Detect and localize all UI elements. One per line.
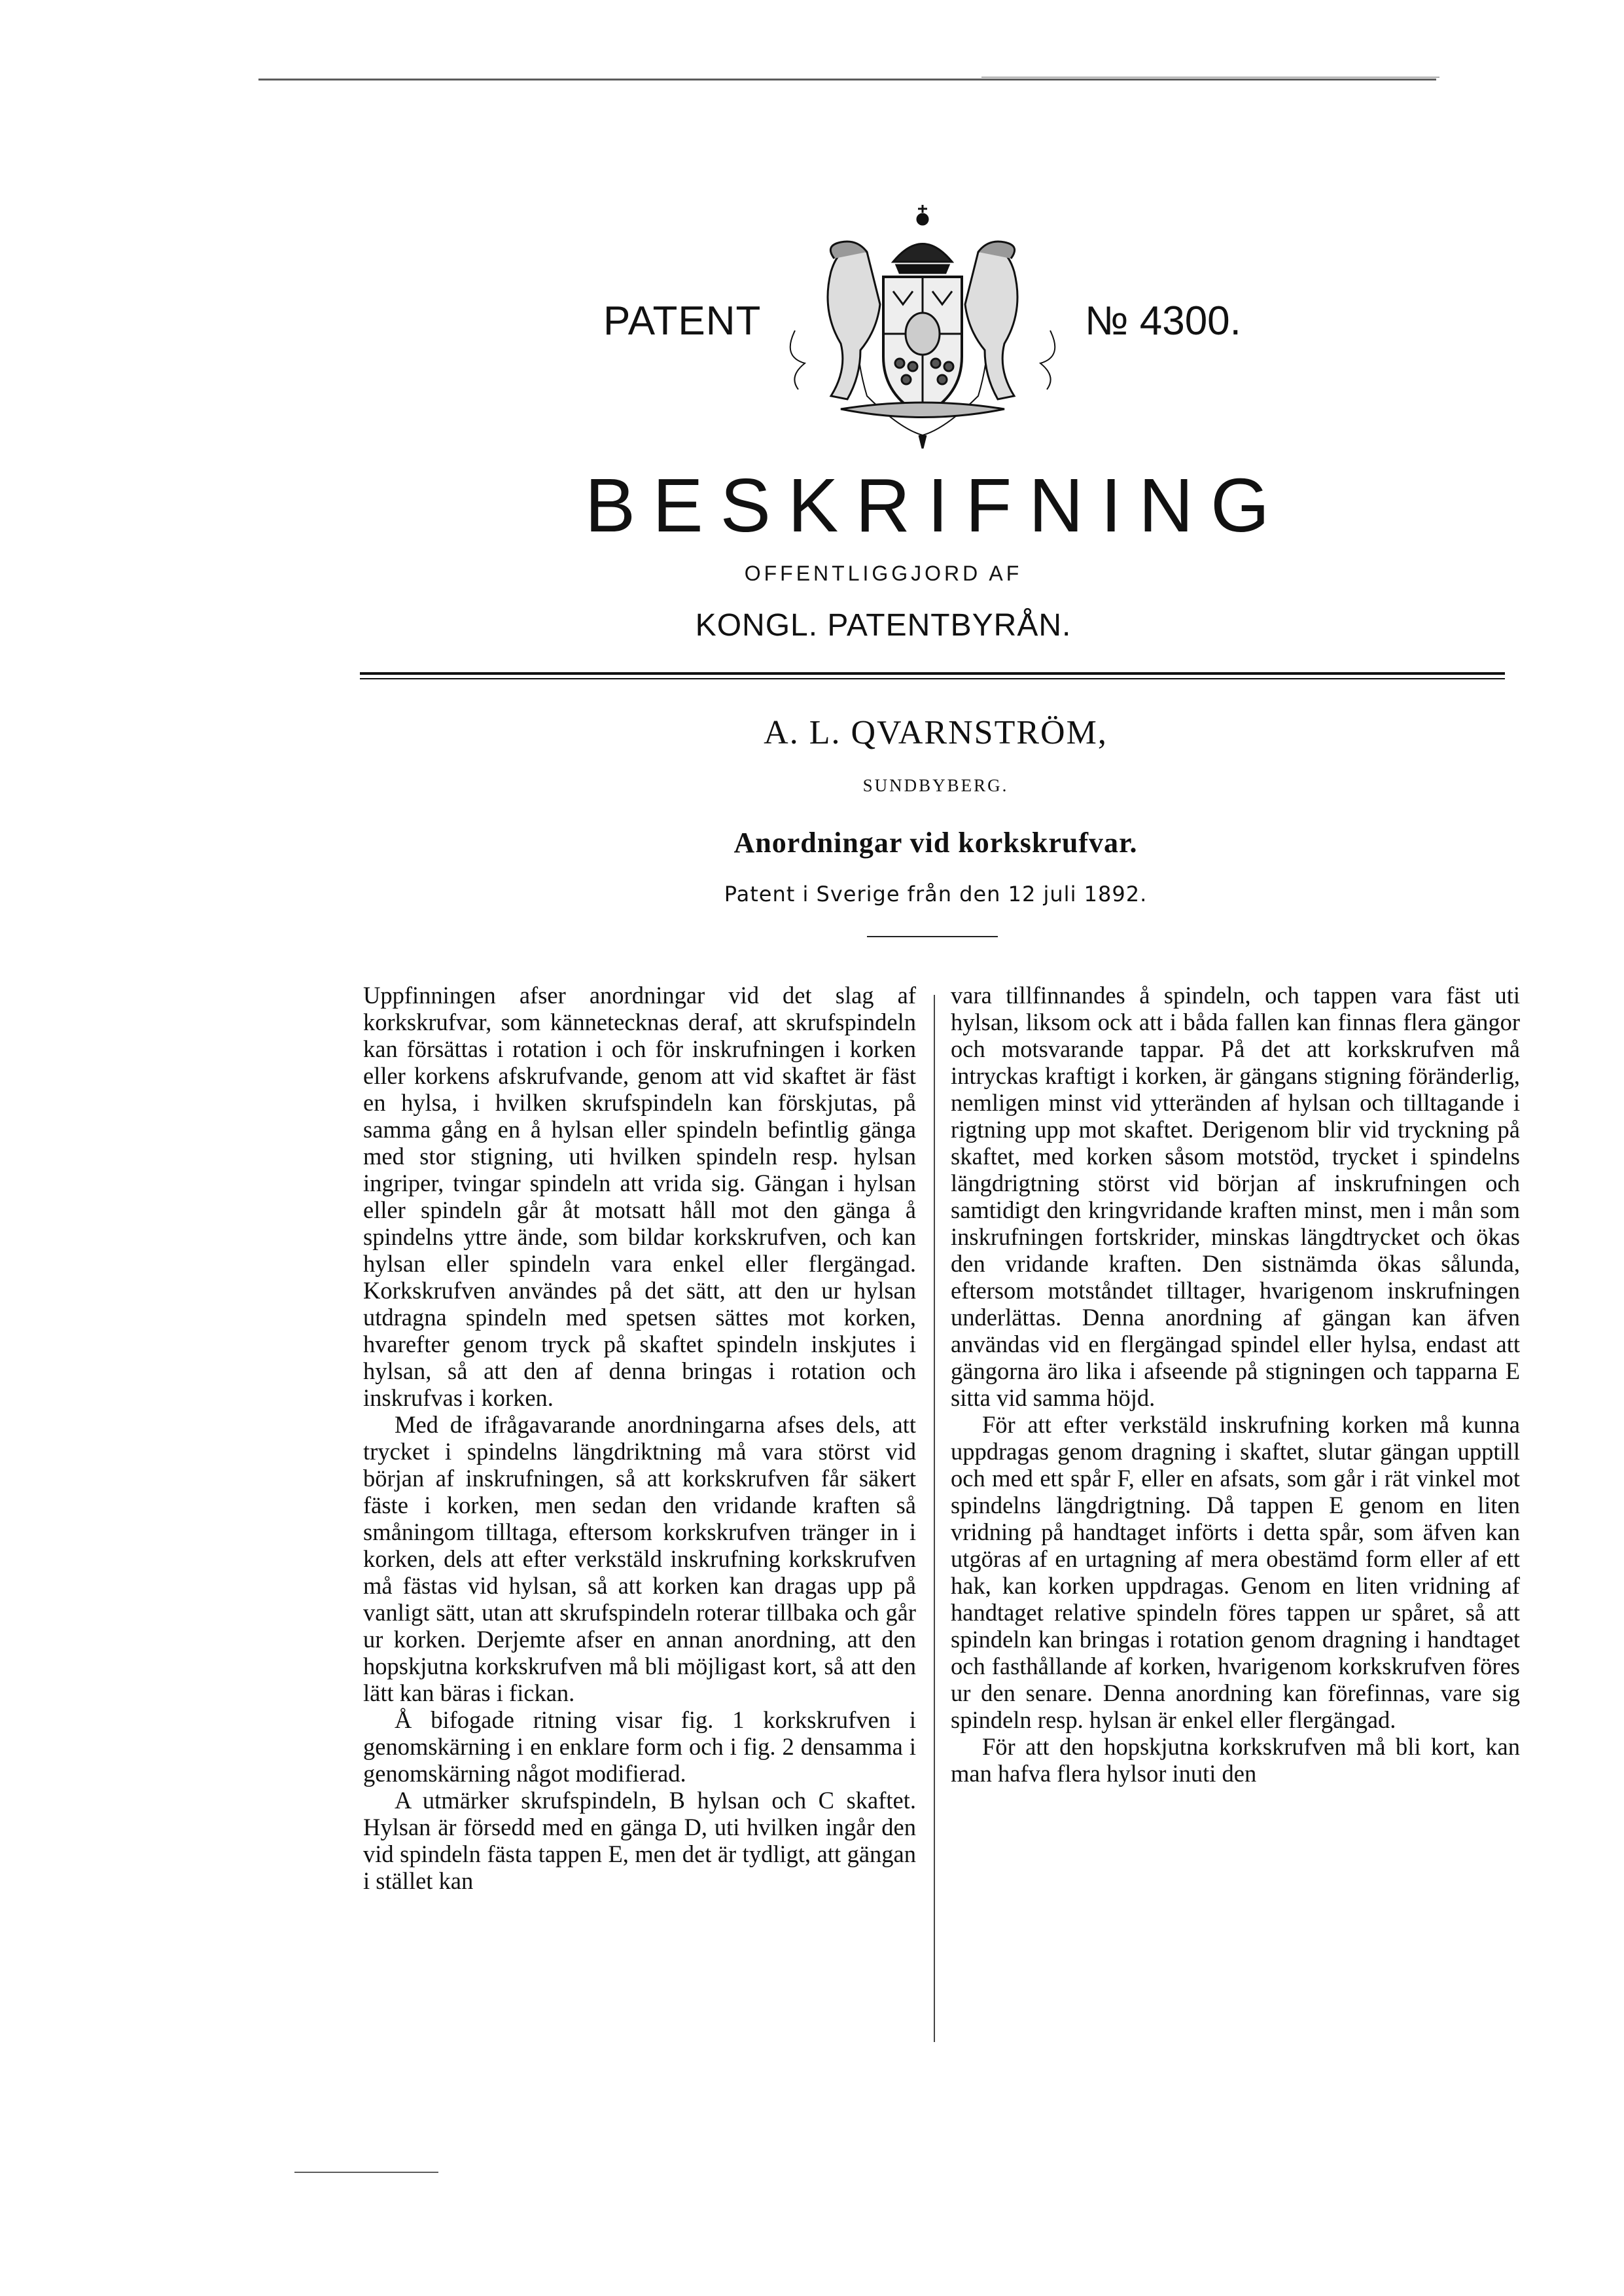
paragraph: vara tillfinnandes å spindeln, och tappen vara fäst uti hylsan, liksom ock att i båda fallen kan finnas flera gängor och motsvarande tappar. På det att korkskrufven må intryckas kraftigt i korken, är gängans stigning föränderlig, nemligen minst vid ytteränden af hylsan och tilltagande i rigtning upp mot skaftet. Derigenom blir vid tryckning på skaftet, med korken såsom motstöd, trycket i spindelns längdrigtning störst vid början af inskrufningen och samtidigt den kringvridande kraften minst, men i mån som inskrufningen fortskrider, minskas längdtrycket och ökas den vridande kraften. Den sistnämda ökas sålunda, eftersom motståndet tilltager, hvarigenom inskrufningen underlättas. Denna anordning af gängan kan äfven användas vid en flergängad spindel eller hylsa, endast att gängorna äro lika i afseende på stigningen och tapparna E sitta vid samma höjd.: [951, 982, 1520, 1411]
paragraph: För att efter verkstäld inskrufning korken må kunna uppdragas genom dragning i skaftet, slutar gängan upptill och med ett spår F, eller en afsats, som går i rät vinkel mot spindelns längdrigtning. Då tappen E genom en liten vridning på handtaget införts i detta spår, som äfven kan utgöras af en urtagning af mera obestämd form eller af ett hak, kan korken uppdragas. Genom en liten vridning af handtaget relative spindeln föres tappen ur spåret, så att spindeln kan bringas i rotation genom dragning i handtaget och fasthållande af korken, hvarigenom korkskrufven föres ur den senare. Denna anordning kan förefinnas, vare sig spindeln resp. hylsan är enkel eller flergängad.: [951, 1411, 1520, 1733]
subtitle-authority: KONGL. PATENTBYRÅN.: [695, 608, 1072, 643]
top-rule-secondary: [981, 77, 1439, 78]
body-left-column: [363, 982, 916, 1894]
column-divider: [934, 995, 935, 2042]
footer-rule: [294, 2172, 438, 2173]
subtitle-published-by: OFFENTLIGGJORD AF: [744, 562, 1023, 585]
paragraph: A utmärker skrufspindeln, B hylsan och C skaftet. Hylsan är försedd med en gänga D, uti hvilken ingår den vid spindeln fästa tappen E, men det är tydligt, att gängan i stället kan: [363, 1787, 916, 1894]
patent-number: № 4300.: [1085, 298, 1241, 344]
page-title: BESKRIFNING: [584, 463, 1287, 548]
paragraph: Uppfinningen afser anordningar vid det slag af korkskrufvar, som kännetecknas deraf, att skrufspindeln kan försättas i rotation i och för inskrufningen i korken eller korkens afskrufvande, genom att vid skaftet är fäst en hylsa, i hvilken skrufspindeln kan förskjutas, på samma gång en å hylsan eller spindeln befintlig gänga med stor stigning, uti hvilken spindeln resp. hylsan ingriper, tvingar spindeln att vrida sig. Gängan i hylsan eller spindeln går åt motsatt håll mot den gänga å spindelns yttre ände, som bildar korkskrufven, och kan hylsan eller spindeln vara enkel eller flergängad. Korkskrufven användes på det sätt, att den ur hylsan utdragna spindeln med spetsen sättes mot korken, hvarefter genom tryck på skaftet spindeln inskjutes i hylsan, så att den af denna bringas i rotation och inskrufvas i korken.: [363, 982, 916, 1411]
top-rule: [258, 79, 1436, 81]
invention-title: Anordningar vid korkskrufvar.: [733, 827, 1138, 859]
paragraph: Å bifogade ritning visar fig. 1 korkskrufven i genomskärning i en enklare form och i fig. 2 densamma i genomskärning något modifierad.: [363, 1706, 916, 1787]
inventor-place: SUNDBYBERG.: [862, 776, 1009, 795]
patent-date: Patent i Sverige från den 12 juli 1892.: [724, 882, 1148, 906]
patent-label: PATENT: [603, 298, 762, 344]
inventor-name: A. L. QVARNSTRÖM,: [764, 714, 1108, 751]
header-divider: [360, 672, 1505, 675]
paragraph: För att den hopskjutna korkskrufven må bli kort, kan man hafva flera hylsor inuti den: [951, 1733, 1520, 1787]
body-right-column: [951, 982, 1520, 1787]
section-divider: [867, 936, 998, 937]
coat-of-arms-icon: [769, 200, 1076, 452]
paragraph: Med de ifrågavarande anordningarna afses dels, att trycket i spindelns längdriktning må vara störst vid början af inskrufningen, så att korkskrufven får säkert fäste i korken, men sedan den vridande kraften så småningom tilltaga, eftersom korkskrufven tränger in i korken, dels att efter verkstäld inskrufning korkskrufven må fästas vid hylsan, så att korken kan dragas upp på vanligt sätt, utan att skrufspindeln roterar tillbaka och går ur korken. Derjemte afser en annan anordning, att den hopskjutna korkskrufven må bli möjligast kort, så att den lätt kan bäras i fickan.: [363, 1411, 916, 1706]
header-divider-thin: [360, 678, 1505, 679]
